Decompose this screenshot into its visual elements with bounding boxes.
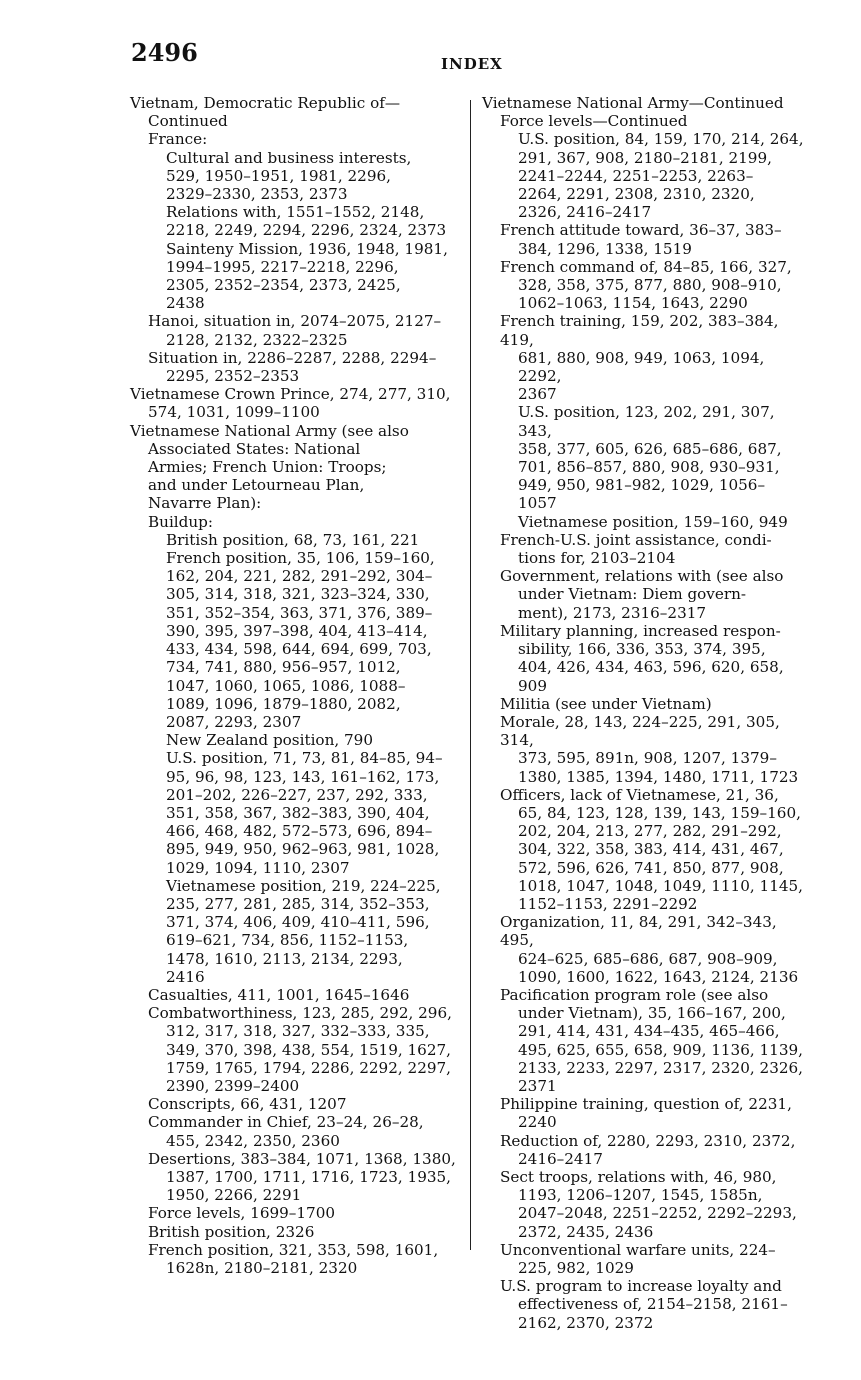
index-line: 202, 204, 213, 277, 282, 291–292, xyxy=(518,822,782,841)
index-line: Force levels—Continued xyxy=(500,112,688,131)
index-line: 2416 xyxy=(166,967,205,986)
index-line: 1628n, 2180–2181, 2320 xyxy=(166,1259,358,1277)
index-line: under Vietnam: Diem govern- xyxy=(518,585,747,604)
index-line: effectiveness of, 2154–2158, 2161– xyxy=(518,1295,788,1314)
index-line: and under Letourneau Plan, xyxy=(148,476,365,495)
index-line: 349, 370, 398, 438, 554, 1519, 1627, xyxy=(166,1040,452,1059)
index-line: French training, 159, 202, 383–384, 419, xyxy=(500,312,779,349)
index-line: Vietnamese position, 219, 224–225, xyxy=(166,876,441,895)
index-line: Force levels, 1699–1700 xyxy=(148,1204,336,1223)
index-line: 2326, 2416–2417 xyxy=(518,203,652,222)
index-line: 305, 314, 318, 321, 323–324, 330, xyxy=(166,585,430,604)
index-line: 95, 96, 98, 123, 143, 161–162, 173, xyxy=(166,767,440,786)
index-line: British position, 68, 73, 161, 221 xyxy=(166,530,420,549)
index-line: 2047–2048, 2251–2252, 2292–2293, xyxy=(518,1204,797,1223)
index-line: Vietnam, Democratic Republic of— xyxy=(130,94,401,112)
index-line: Desertions, 383–384, 1071, 1368, 1380, xyxy=(148,1149,456,1168)
index-line: 1152–1153, 2291–2292 xyxy=(518,894,698,913)
index-line: 574, 1031, 1099–1100 xyxy=(148,403,320,422)
index-line: Militia (see under Vietnam) xyxy=(500,694,712,713)
index-line: 235, 277, 281, 285, 314, 352–353, xyxy=(166,894,430,913)
index-line: 351, 358, 367, 382–383, 390, 404, xyxy=(166,803,430,822)
index-line: 2241–2244, 2251–2253, 2263– xyxy=(518,166,754,185)
index-line: 201–202, 226–227, 237, 292, 333, xyxy=(166,785,428,804)
index-line: 1062–1063, 1154, 1643, 2290 xyxy=(518,294,748,313)
index-line: 1057 xyxy=(518,494,557,513)
index-line: New Zealand position, 790 xyxy=(166,731,373,750)
index-line: Organization, 11, 84, 291, 342–343, 495, xyxy=(500,913,777,950)
index-line: Combatworthiness, 123, 285, 292, 296, xyxy=(148,1004,452,1023)
index-line: 1029, 1094, 1110, 2307 xyxy=(166,858,350,877)
index-line: 2133, 2233, 2297, 2317, 2320, 2326, xyxy=(518,1058,804,1077)
index-line: ment), 2173, 2316–2317 xyxy=(518,603,707,622)
index-column-right xyxy=(476,94,812,1332)
index-line: 291, 414, 431, 434–435, 465–466, xyxy=(518,1022,780,1041)
index-line: 2367 xyxy=(518,385,557,404)
index-line: 1994–1995, 2217–2218, 2296, xyxy=(166,257,399,276)
index-line: 2128, 2132, 2322–2325 xyxy=(166,330,348,349)
index-line: sibility, 166, 336, 353, 374, 395, xyxy=(518,640,766,659)
index-line: 162, 204, 221, 282, 291–292, 304– xyxy=(166,567,433,586)
index-line: 2329–2330, 2353, 2373 xyxy=(166,185,348,204)
index-line: Cultural and business interests, xyxy=(166,148,412,167)
index-line: 1193, 1206–1207, 1545, 1585n, xyxy=(518,1186,763,1205)
index-line: 2240 xyxy=(518,1113,557,1132)
index-line: 734, 741, 880, 956–957, 1012, xyxy=(166,658,401,677)
index-line: Continued xyxy=(148,112,228,131)
index-line: 291, 367, 908, 2180–2181, 2199, xyxy=(518,148,772,167)
index-line: 2162, 2370, 2372 xyxy=(518,1313,654,1332)
index-line: 390, 395, 397–398, 404, 413–414, xyxy=(166,621,428,640)
index-line: Military planning, increased respon- xyxy=(500,621,781,640)
index-line: Philippine training, question of, 2231, xyxy=(500,1095,792,1114)
index-line: 371, 374, 406, 409, 410–411, 596, xyxy=(166,913,430,932)
index-line: Sect troops, relations with, 46, 980, xyxy=(500,1167,777,1186)
index-line: British position, 2326 xyxy=(148,1222,315,1241)
index-line: 1018, 1047, 1048, 1049, 1110, 1145, xyxy=(518,876,804,895)
index-line: French-U.S. joint assistance, condi- xyxy=(500,530,772,549)
index-line: 701, 856–857, 880, 908, 930–931, xyxy=(518,458,780,477)
index-line: Hanoi, situation in, 2074–2075, 2127– xyxy=(148,312,442,331)
index-line: French command of, 84–85, 166, 327, xyxy=(500,257,792,276)
index-line: French attitude toward, 36–37, 383– xyxy=(500,221,782,240)
index-line: Buildup: xyxy=(148,512,213,531)
index-line: 225, 982, 1029 xyxy=(518,1259,634,1277)
column-rule xyxy=(470,100,471,1250)
index-line: 2390, 2399–2400 xyxy=(166,1076,300,1095)
index-line: Navarre Plan): xyxy=(148,494,262,513)
index-line: 373, 595, 891n, 908, 1207, 1379– xyxy=(518,749,777,768)
index-line: U.S. position, 84, 159, 170, 214, 264, xyxy=(518,130,804,149)
index-line: 65, 84, 123, 128, 139, 143, 159–160, xyxy=(518,803,801,822)
index-line: 2264, 2291, 2308, 2310, 2320, xyxy=(518,185,755,204)
index-line: 495, 625, 655, 658, 909, 1136, 1139, xyxy=(518,1040,804,1059)
index-line: 1047, 1060, 1065, 1086, 1088– xyxy=(166,676,406,695)
index-line: Reduction of, 2280, 2293, 2310, 2372, xyxy=(500,1131,796,1150)
index-line: U.S. position, 71, 73, 81, 84–85, 94– xyxy=(166,749,443,768)
index-line: 433, 434, 598, 644, 694, 699, 703, xyxy=(166,640,432,659)
index-line: Relations with, 1551–1552, 2148, xyxy=(166,203,425,222)
index-line: 1478, 1610, 2113, 2134, 2293, xyxy=(166,949,403,968)
index-line: 2371 xyxy=(518,1076,557,1095)
index-line: Sainteny Mission, 1936, 1948, 1981, xyxy=(166,239,448,258)
index-line: Vietnamese National Army (see also xyxy=(130,421,409,440)
index-line: Vietnamese position, 159–160, 949 xyxy=(518,512,788,531)
index-line: 1089, 1096, 1879–1880, 2082, xyxy=(166,694,401,713)
index-line: Casualties, 411, 1001, 1645–1646 xyxy=(148,985,410,1004)
index-line: French position, 321, 353, 598, 1601, xyxy=(148,1240,439,1259)
index-line: 2372, 2435, 2436 xyxy=(518,1222,654,1241)
index-line: 624–625, 685–686, 687, 908–909, xyxy=(518,949,778,968)
index-line: 1950, 2266, 2291 xyxy=(166,1186,302,1205)
index-line: 895, 949, 950, 962–963, 981, 1028, xyxy=(166,840,440,859)
index-line: 572, 596, 626, 741, 850, 877, 908, xyxy=(518,858,784,877)
index-line: Associated States: National xyxy=(148,439,361,458)
index-line: Pacification program role (see also xyxy=(500,985,769,1004)
index-line: Officers, lack of Vietnamese, 21, 36, xyxy=(500,785,779,804)
index-line: 2305, 2352–2354, 2373, 2425, xyxy=(166,276,401,295)
index-line: 351, 352–354, 363, 371, 376, 389– xyxy=(166,603,433,622)
index-line: Morale, 28, 143, 224–225, 291, 305, 314, xyxy=(500,712,780,750)
index-line: Government, relations with (see also xyxy=(500,567,784,586)
index-line: Conscripts, 66, 431, 1207 xyxy=(148,1095,347,1114)
index-line: U.S. position, 123, 202, 291, 307, 343, xyxy=(518,403,775,440)
index-line: 2087, 2293, 2307 xyxy=(166,712,302,731)
index-line: 1090, 1600, 1622, 1643, 2124, 2136 xyxy=(518,967,799,986)
index-line: 619–621, 734, 856, 1152–1153, xyxy=(166,931,409,950)
index-line: France: xyxy=(148,130,208,149)
index-line: 2438 xyxy=(166,294,205,313)
page-number: 2496 xyxy=(131,38,198,67)
index-line: 949, 950, 981–982, 1029, 1056– xyxy=(518,476,766,495)
index-line: 328, 358, 375, 877, 880, 908–910, xyxy=(518,276,782,295)
index-line: Vietnamese National Army—Continued xyxy=(482,94,784,112)
index-line: 1759, 1765, 1794, 2286, 2292, 2297, xyxy=(166,1058,452,1077)
index-line: 384, 1296, 1338, 1519 xyxy=(518,239,692,258)
running-head: INDEX xyxy=(441,55,503,73)
index-line: 312, 317, 318, 327, 332–333, 335, xyxy=(166,1022,430,1041)
index-line: Armies; French Union: Troops; xyxy=(148,458,387,477)
index-line: 466, 468, 482, 572–573, 696, 894– xyxy=(166,822,433,841)
index-line: U.S. program to increase loyalty and xyxy=(500,1277,782,1296)
index-line: Commander in Chief, 23–24, 26–28, xyxy=(148,1113,424,1132)
index-line: Situation in, 2286–2287, 2288, 2294– xyxy=(148,348,437,367)
index-column-left xyxy=(124,94,464,1277)
index-line: 2295, 2352–2353 xyxy=(166,367,300,386)
index-line: 304, 322, 358, 383, 414, 431, 467, xyxy=(518,840,784,859)
index-line: Unconventional warfare units, 224– xyxy=(500,1240,776,1259)
index-line: 2416–2417 xyxy=(518,1149,603,1168)
index-line: 1380, 1385, 1394, 1480, 1711, 1723 xyxy=(518,767,799,786)
index-line: 2218, 2249, 2294, 2296, 2324, 2373 xyxy=(166,221,447,240)
index-line: 1387, 1700, 1711, 1716, 1723, 1935, xyxy=(166,1167,452,1186)
index-line: Vietnamese Crown Prince, 274, 277, 310, xyxy=(130,385,451,404)
index-line: 404, 426, 434, 463, 596, 620, 658, xyxy=(518,658,784,677)
index-line: 529, 1950–1951, 1981, 2296, xyxy=(166,166,391,185)
index-line: 681, 880, 908, 949, 1063, 1094, 2292, xyxy=(518,348,765,386)
index-line: French position, 35, 106, 159–160, xyxy=(166,549,435,568)
index-line: 909 xyxy=(518,676,547,695)
index-line: 455, 2342, 2350, 2360 xyxy=(166,1131,340,1150)
index-line: tions for, 2103–2104 xyxy=(518,549,676,568)
index-line: 358, 377, 605, 626, 685–686, 687, xyxy=(518,439,782,458)
index-line: under Vietnam), 35, 166–167, 200, xyxy=(518,1004,786,1023)
